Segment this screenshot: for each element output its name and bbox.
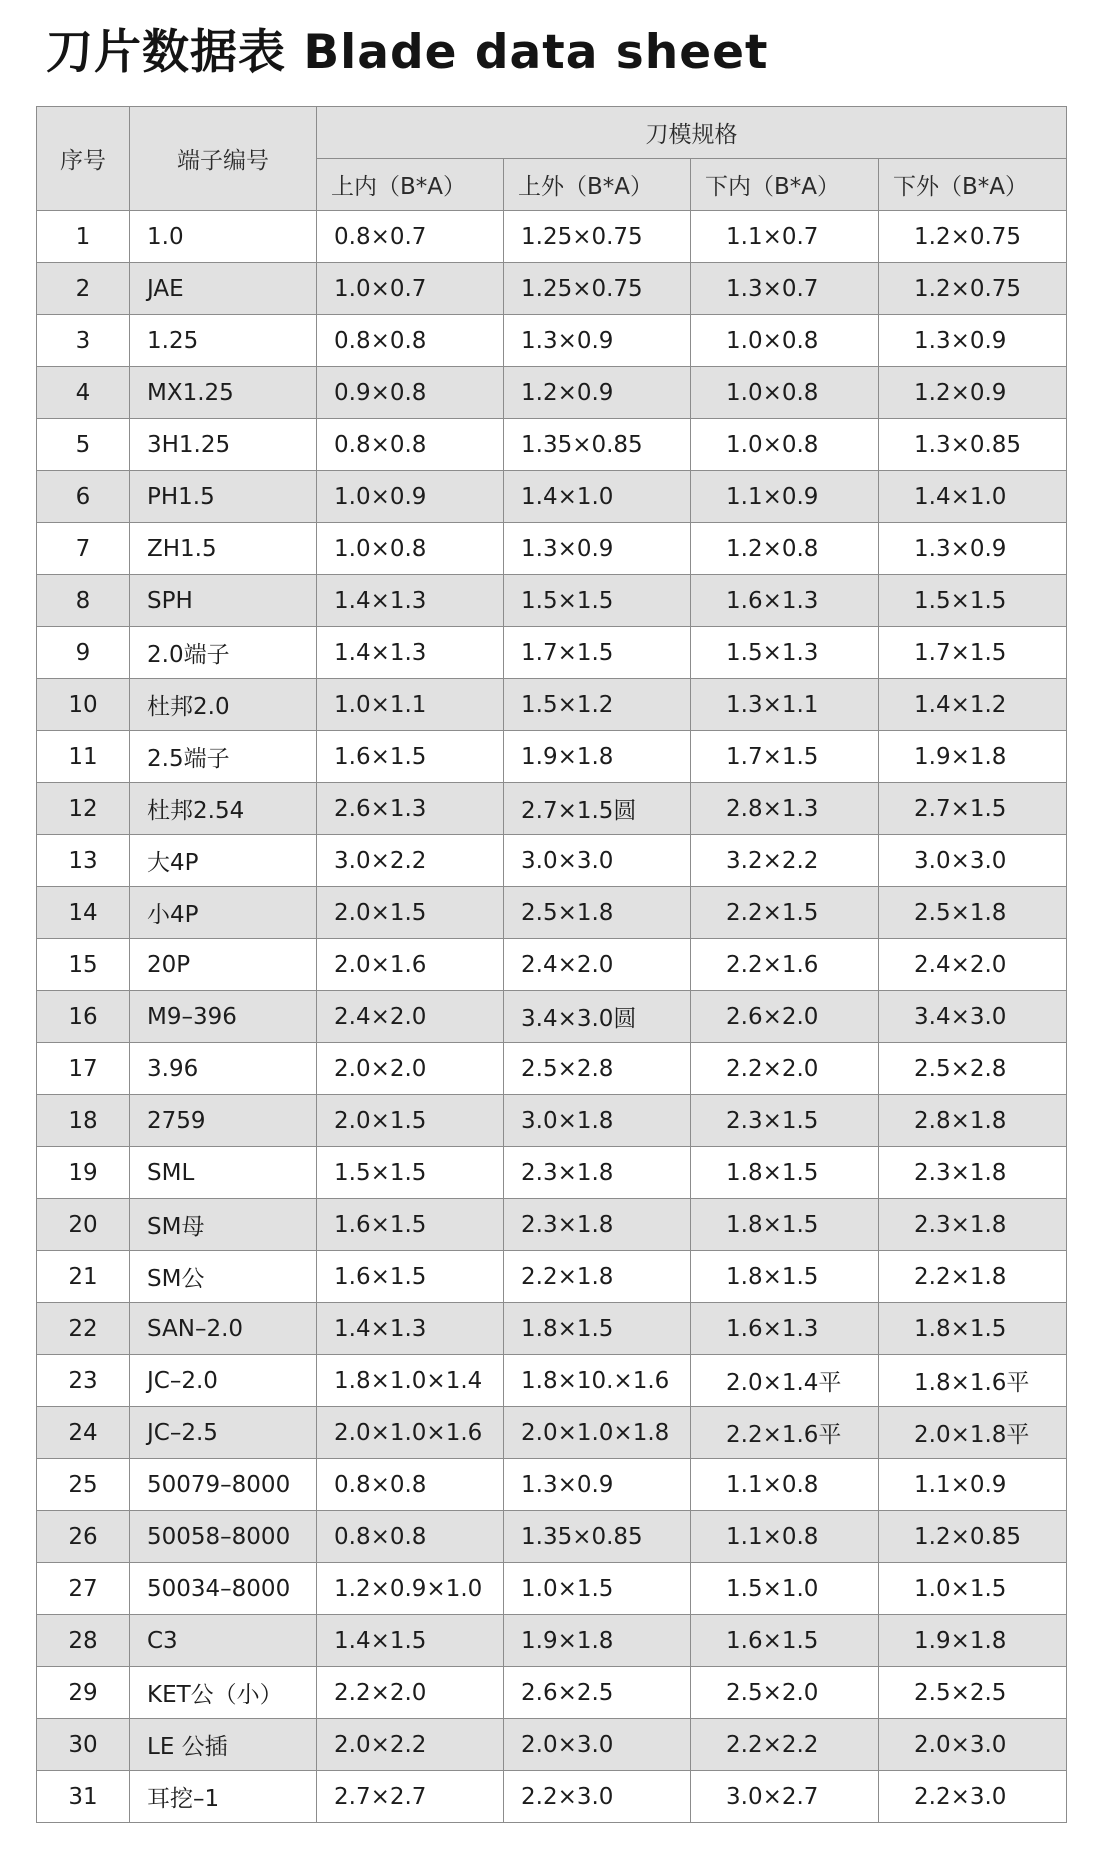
cell-no: 12: [37, 783, 130, 835]
cell-upper-inner: 1.4×1.5: [317, 1615, 504, 1667]
cell-upper-inner: 0.8×0.8: [317, 419, 504, 471]
cell-no: 30: [37, 1719, 130, 1771]
cell-lower-outer: 3.0×3.0: [879, 835, 1067, 887]
cell-terminal: PH1.5: [130, 471, 317, 523]
cell-lower-outer: 2.2×3.0: [879, 1771, 1067, 1823]
table-row: [37, 367, 1067, 419]
cell-no: 13: [37, 835, 130, 887]
cell-upper-inner: 2.4×2.0: [317, 991, 504, 1043]
cell-upper-inner: 0.8×0.7: [317, 211, 504, 263]
table-row: [37, 1303, 1067, 1355]
cell-upper-outer: 2.3×1.8: [504, 1147, 691, 1199]
cell-terminal: 小4P: [130, 887, 317, 939]
cell-no: 7: [37, 523, 130, 575]
cell-terminal: 1.0: [130, 211, 317, 263]
cell-no: 1: [37, 211, 130, 263]
cell-no: 22: [37, 1303, 130, 1355]
cell-lower-outer: 2.8×1.8: [879, 1095, 1067, 1147]
cell-no: 18: [37, 1095, 130, 1147]
cell-lower-inner: 2.5×2.0: [691, 1667, 879, 1719]
cell-upper-outer: 1.3×0.9: [504, 315, 691, 367]
cell-lower-inner: 2.2×1.6平: [691, 1407, 879, 1459]
cell-lower-outer: 2.3×1.8: [879, 1147, 1067, 1199]
table-row: [37, 523, 1067, 575]
cell-upper-inner: 3.0×2.2: [317, 835, 504, 887]
cell-upper-outer: 1.35×0.85: [504, 1511, 691, 1563]
cell-upper-inner: 1.4×1.3: [317, 1303, 504, 1355]
cell-no: 15: [37, 939, 130, 991]
cell-terminal: 2.0端子: [130, 627, 317, 679]
cell-upper-outer: 2.2×3.0: [504, 1771, 691, 1823]
cell-upper-outer: 2.3×1.8: [504, 1199, 691, 1251]
cell-upper-inner: 2.0×1.0×1.6: [317, 1407, 504, 1459]
table-row: [37, 939, 1067, 991]
table-row: [37, 1771, 1067, 1823]
cell-no: 19: [37, 1147, 130, 1199]
cell-terminal: ZH1.5: [130, 523, 317, 575]
cell-no: 23: [37, 1355, 130, 1407]
table-row: [37, 1459, 1067, 1511]
cell-no: 27: [37, 1563, 130, 1615]
cell-terminal: 2.5端子: [130, 731, 317, 783]
cell-lower-outer: 1.9×1.8: [879, 731, 1067, 783]
cell-upper-outer: 2.6×2.5: [504, 1667, 691, 1719]
cell-terminal: MX1.25: [130, 367, 317, 419]
cell-lower-inner: 2.3×1.5: [691, 1095, 879, 1147]
table-row: [37, 835, 1067, 887]
cell-no: 6: [37, 471, 130, 523]
cell-upper-inner: 1.4×1.3: [317, 627, 504, 679]
cell-upper-inner: 0.8×0.8: [317, 315, 504, 367]
header-upper-outer: 上外（B*A）: [504, 159, 691, 211]
cell-lower-inner: 1.1×0.9: [691, 471, 879, 523]
cell-upper-outer: 1.4×1.0: [504, 471, 691, 523]
cell-lower-inner: 2.2×2.0: [691, 1043, 879, 1095]
cell-upper-outer: 2.5×1.8: [504, 887, 691, 939]
table-row: [37, 263, 1067, 315]
cell-lower-inner: 1.1×0.8: [691, 1459, 879, 1511]
table-row: [37, 211, 1067, 263]
cell-terminal: 耳挖–1: [130, 1771, 317, 1823]
cell-upper-outer: 2.7×1.5圆: [504, 783, 691, 835]
table-row: [37, 887, 1067, 939]
cell-upper-outer: 1.35×0.85: [504, 419, 691, 471]
cell-lower-outer: 2.0×3.0: [879, 1719, 1067, 1771]
cell-upper-inner: 2.0×1.5: [317, 1095, 504, 1147]
cell-upper-outer: 1.8×10.×1.6: [504, 1355, 691, 1407]
cell-no: 29: [37, 1667, 130, 1719]
cell-lower-outer: 1.2×0.9: [879, 367, 1067, 419]
cell-lower-outer: 1.9×1.8: [879, 1615, 1067, 1667]
cell-terminal: SPH: [130, 575, 317, 627]
cell-lower-inner: 1.7×1.5: [691, 731, 879, 783]
table-row: [37, 575, 1067, 627]
cell-lower-outer: 2.4×2.0: [879, 939, 1067, 991]
cell-terminal: SML: [130, 1147, 317, 1199]
cell-upper-outer: 1.25×0.75: [504, 211, 691, 263]
cell-lower-inner: 2.2×1.5: [691, 887, 879, 939]
cell-no: 17: [37, 1043, 130, 1095]
cell-upper-inner: 2.2×2.0: [317, 1667, 504, 1719]
cell-lower-inner: 2.2×2.2: [691, 1719, 879, 1771]
cell-terminal: 3H1.25: [130, 419, 317, 471]
page-title: 刀片数据表 Blade data sheet: [46, 25, 769, 80]
cell-terminal: JAE: [130, 263, 317, 315]
table-row: [37, 1251, 1067, 1303]
cell-upper-outer: 3.0×3.0: [504, 835, 691, 887]
cell-lower-inner: 1.3×1.1: [691, 679, 879, 731]
cell-terminal: JC–2.0: [130, 1355, 317, 1407]
cell-upper-outer: 1.25×0.75: [504, 263, 691, 315]
cell-lower-inner: 3.0×2.7: [691, 1771, 879, 1823]
cell-lower-outer: 1.8×1.6平: [879, 1355, 1067, 1407]
cell-upper-inner: 1.5×1.5: [317, 1147, 504, 1199]
table-row: [37, 1667, 1067, 1719]
cell-lower-inner: 1.8×1.5: [691, 1199, 879, 1251]
cell-lower-outer: 1.4×1.2: [879, 679, 1067, 731]
cell-lower-inner: 2.8×1.3: [691, 783, 879, 835]
cell-no: 25: [37, 1459, 130, 1511]
cell-lower-inner: 1.8×1.5: [691, 1251, 879, 1303]
table-row: [37, 1355, 1067, 1407]
cell-terminal: KET公（小）: [130, 1667, 317, 1719]
header-spec-group: 刀模规格: [317, 107, 1067, 159]
cell-terminal: 3.96: [130, 1043, 317, 1095]
cell-terminal: SM公: [130, 1251, 317, 1303]
cell-no: 9: [37, 627, 130, 679]
cell-lower-outer: 2.0×1.8平: [879, 1407, 1067, 1459]
cell-no: 24: [37, 1407, 130, 1459]
table-row: [37, 1511, 1067, 1563]
cell-lower-outer: 1.0×1.5: [879, 1563, 1067, 1615]
cell-lower-inner: 1.0×0.8: [691, 315, 879, 367]
table-row: [37, 679, 1067, 731]
cell-no: 8: [37, 575, 130, 627]
cell-terminal: M9–396: [130, 991, 317, 1043]
cell-upper-inner: 1.0×0.8: [317, 523, 504, 575]
table-row: [37, 471, 1067, 523]
table-row: [37, 1615, 1067, 1667]
cell-upper-inner: 1.0×0.7: [317, 263, 504, 315]
cell-upper-outer: 1.7×1.5: [504, 627, 691, 679]
cell-terminal: 50079–8000: [130, 1459, 317, 1511]
table-row: [37, 991, 1067, 1043]
cell-upper-outer: 2.4×2.0: [504, 939, 691, 991]
cell-upper-inner: 1.0×1.1: [317, 679, 504, 731]
cell-upper-outer: 3.4×3.0圆: [504, 991, 691, 1043]
cell-upper-inner: 2.6×1.3: [317, 783, 504, 835]
table-row: [37, 1147, 1067, 1199]
header-no: 序号: [37, 107, 130, 211]
cell-upper-outer: 1.5×1.2: [504, 679, 691, 731]
cell-lower-inner: 1.2×0.8: [691, 523, 879, 575]
cell-upper-inner: 0.8×0.8: [317, 1511, 504, 1563]
cell-no: 14: [37, 887, 130, 939]
table-row: [37, 627, 1067, 679]
cell-upper-outer: 2.0×1.0×1.8: [504, 1407, 691, 1459]
table-row: [37, 1199, 1067, 1251]
cell-terminal: 2759: [130, 1095, 317, 1147]
header-lower-outer: 下外（B*A）: [879, 159, 1067, 211]
cell-terminal: SAN–2.0: [130, 1303, 317, 1355]
cell-lower-outer: 2.5×2.8: [879, 1043, 1067, 1095]
cell-upper-inner: 1.8×1.0×1.4: [317, 1355, 504, 1407]
cell-upper-outer: 2.5×2.8: [504, 1043, 691, 1095]
cell-lower-outer: 2.5×2.5: [879, 1667, 1067, 1719]
cell-no: 31: [37, 1771, 130, 1823]
cell-lower-inner: 1.3×0.7: [691, 263, 879, 315]
cell-terminal: 1.25: [130, 315, 317, 367]
cell-no: 4: [37, 367, 130, 419]
cell-upper-inner: 1.6×1.5: [317, 731, 504, 783]
table-body: [37, 211, 1067, 1823]
cell-upper-outer: 2.2×1.8: [504, 1251, 691, 1303]
cell-upper-inner: 0.8×0.8: [317, 1459, 504, 1511]
cell-upper-inner: 1.6×1.5: [317, 1251, 504, 1303]
cell-no: 10: [37, 679, 130, 731]
cell-upper-inner: 1.4×1.3: [317, 575, 504, 627]
cell-lower-inner: 1.6×1.3: [691, 1303, 879, 1355]
cell-terminal: 杜邦2.0: [130, 679, 317, 731]
header-upper-inner: 上内（B*A）: [317, 159, 504, 211]
cell-terminal: C3: [130, 1615, 317, 1667]
cell-lower-outer: 3.4×3.0: [879, 991, 1067, 1043]
cell-upper-inner: 1.2×0.9×1.0: [317, 1563, 504, 1615]
cell-lower-outer: 2.2×1.8: [879, 1251, 1067, 1303]
cell-lower-outer: 1.3×0.9: [879, 315, 1067, 367]
cell-lower-outer: 1.2×0.75: [879, 263, 1067, 315]
cell-upper-inner: 0.9×0.8: [317, 367, 504, 419]
cell-lower-outer: 1.2×0.85: [879, 1511, 1067, 1563]
cell-lower-inner: 3.2×2.2: [691, 835, 879, 887]
cell-terminal: 大4P: [130, 835, 317, 887]
cell-lower-outer: 1.8×1.5: [879, 1303, 1067, 1355]
cell-lower-outer: 1.4×1.0: [879, 471, 1067, 523]
table-row: [37, 419, 1067, 471]
cell-upper-outer: 1.3×0.9: [504, 523, 691, 575]
cell-lower-inner: 1.0×0.8: [691, 367, 879, 419]
cell-no: 26: [37, 1511, 130, 1563]
table-row: [37, 1407, 1067, 1459]
cell-terminal: LE 公插: [130, 1719, 317, 1771]
cell-lower-inner: 1.8×1.5: [691, 1147, 879, 1199]
cell-upper-inner: 2.0×1.5: [317, 887, 504, 939]
cell-lower-inner: 1.0×0.8: [691, 419, 879, 471]
table-row: [37, 1095, 1067, 1147]
cell-no: 3: [37, 315, 130, 367]
table-row: [37, 1043, 1067, 1095]
cell-lower-outer: 1.2×0.75: [879, 211, 1067, 263]
cell-lower-inner: 1.1×0.8: [691, 1511, 879, 1563]
cell-upper-outer: 1.0×1.5: [504, 1563, 691, 1615]
table-row: [37, 1563, 1067, 1615]
cell-upper-outer: 3.0×1.8: [504, 1095, 691, 1147]
cell-lower-outer: 1.7×1.5: [879, 627, 1067, 679]
header-terminal: 端子编号: [130, 107, 317, 211]
cell-terminal: SM母: [130, 1199, 317, 1251]
cell-lower-outer: 2.3×1.8: [879, 1199, 1067, 1251]
cell-upper-outer: 1.8×1.5: [504, 1303, 691, 1355]
header-row-top: [37, 107, 1067, 159]
cell-lower-inner: 1.6×1.5: [691, 1615, 879, 1667]
cell-upper-outer: 2.0×3.0: [504, 1719, 691, 1771]
table-header: [37, 107, 1067, 211]
cell-upper-outer: 1.5×1.5: [504, 575, 691, 627]
cell-lower-inner: 2.2×1.6: [691, 939, 879, 991]
cell-lower-inner: 1.1×0.7: [691, 211, 879, 263]
cell-terminal: 杜邦2.54: [130, 783, 317, 835]
cell-lower-inner: 2.0×1.4平: [691, 1355, 879, 1407]
cell-upper-inner: 1.0×0.9: [317, 471, 504, 523]
table-row: [37, 731, 1067, 783]
table-row: [37, 1719, 1067, 1771]
cell-terminal: 20P: [130, 939, 317, 991]
cell-upper-outer: 1.9×1.8: [504, 731, 691, 783]
cell-upper-inner: 2.7×2.7: [317, 1771, 504, 1823]
table-row: [37, 783, 1067, 835]
cell-upper-inner: 2.0×1.6: [317, 939, 504, 991]
cell-lower-inner: 1.5×1.3: [691, 627, 879, 679]
cell-terminal: 50034–8000: [130, 1563, 317, 1615]
cell-lower-outer: 1.3×0.9: [879, 523, 1067, 575]
cell-lower-outer: 1.3×0.85: [879, 419, 1067, 471]
cell-upper-outer: 1.9×1.8: [504, 1615, 691, 1667]
cell-upper-inner: 1.6×1.5: [317, 1199, 504, 1251]
cell-terminal: JC–2.5: [130, 1407, 317, 1459]
cell-lower-outer: 2.7×1.5: [879, 783, 1067, 835]
cell-lower-inner: 1.5×1.0: [691, 1563, 879, 1615]
cell-upper-inner: 2.0×2.2: [317, 1719, 504, 1771]
cell-no: 11: [37, 731, 130, 783]
cell-no: 16: [37, 991, 130, 1043]
cell-lower-outer: 1.5×1.5: [879, 575, 1067, 627]
cell-lower-inner: 2.6×2.0: [691, 991, 879, 1043]
cell-lower-inner: 1.6×1.3: [691, 575, 879, 627]
cell-no: 5: [37, 419, 130, 471]
cell-no: 21: [37, 1251, 130, 1303]
cell-upper-inner: 2.0×2.0: [317, 1043, 504, 1095]
cell-no: 28: [37, 1615, 130, 1667]
cell-upper-outer: 1.3×0.9: [504, 1459, 691, 1511]
blade-data-table: [36, 106, 1067, 1823]
table-row: [37, 315, 1067, 367]
cell-terminal: 50058–8000: [130, 1511, 317, 1563]
cell-no: 20: [37, 1199, 130, 1251]
cell-lower-outer: 2.5×1.8: [879, 887, 1067, 939]
cell-upper-outer: 1.2×0.9: [504, 367, 691, 419]
header-lower-inner: 下内（B*A）: [691, 159, 879, 211]
cell-lower-outer: 1.1×0.9: [879, 1459, 1067, 1511]
cell-no: 2: [37, 263, 130, 315]
